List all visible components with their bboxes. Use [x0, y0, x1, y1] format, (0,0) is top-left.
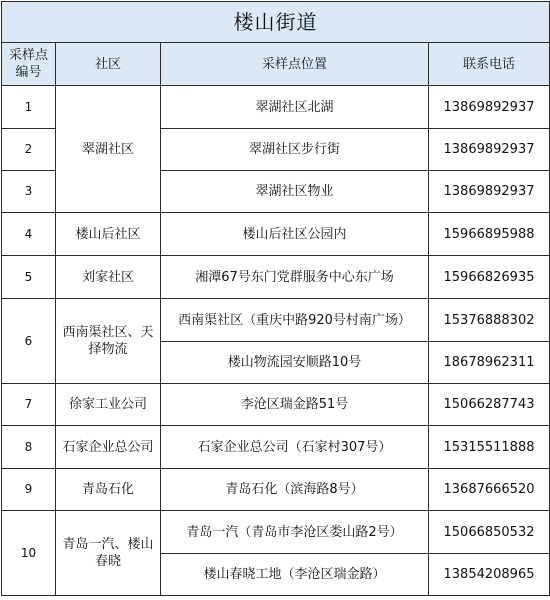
location-cell: 楼山物流园安顺路10号	[161, 342, 429, 384]
header-no: 采样点编号	[2, 43, 56, 86]
location-cell: 翠湖社区北湖	[161, 86, 429, 129]
header-location: 采样点位置	[161, 43, 429, 86]
phone-cell: 13687666520	[429, 469, 550, 511]
location-cell: 李沧区瑞金路51号	[161, 384, 429, 426]
location-cell: 青岛石化（滨海路8号）	[161, 469, 429, 511]
community-cell: 青岛石化	[56, 469, 161, 511]
table-title: 楼山街道	[2, 2, 550, 43]
row-number: 4	[2, 213, 56, 256]
phone-cell: 13869892937	[429, 86, 550, 129]
row-number: 9	[2, 469, 56, 511]
location-cell: 翠湖社区物业	[161, 171, 429, 213]
community-cell: 青岛一汽、楼山春晓	[56, 511, 161, 596]
location-cell: 翠湖社区步行街	[161, 129, 429, 171]
community-cell: 翠湖社区	[56, 86, 161, 213]
phone-cell: 13869892937	[429, 171, 550, 213]
phone-cell: 15376888302	[429, 299, 550, 342]
table-row	[2, 511, 550, 554]
location-cell: 西南渠社区（重庆中路920号村南广场）	[161, 299, 429, 342]
community-cell: 徐家工业公司	[56, 384, 161, 426]
location-cell: 楼山后社区公园内	[161, 213, 429, 256]
community-cell: 刘家社区	[56, 256, 161, 299]
community-cell: 石家企业总公司	[56, 426, 161, 469]
table-row	[2, 256, 550, 299]
table-row	[2, 299, 550, 342]
location-cell: 青岛一汽（青岛市李沧区娄山路2号）	[161, 511, 429, 554]
community-cell: 西南渠社区、天择物流	[56, 299, 161, 384]
row-number: 2	[2, 129, 56, 171]
table-row	[2, 213, 550, 256]
row-number: 3	[2, 171, 56, 213]
phone-cell: 15066850532	[429, 511, 550, 554]
phone-cell: 15315511888	[429, 426, 550, 469]
phone-cell: 15966826935	[429, 256, 550, 299]
phone-cell: 15966895988	[429, 213, 550, 256]
sampling-table-container	[1, 1, 549, 598]
location-cell: 楼山春晓工地（李沧区瑞金路）	[161, 554, 429, 596]
row-number: 5	[2, 256, 56, 299]
community-cell: 楼山后社区	[56, 213, 161, 256]
table-row	[2, 384, 550, 426]
location-cell: 石家企业总公司（石家村307号）	[161, 426, 429, 469]
location-cell: 湘潭67号东门党群服务中心东广场	[161, 256, 429, 299]
table-row	[2, 426, 550, 469]
phone-cell: 13854208965	[429, 554, 550, 596]
phone-cell: 18678962311	[429, 342, 550, 384]
row-number: 8	[2, 426, 56, 469]
header-row	[2, 43, 550, 86]
row-number: 1	[2, 86, 56, 129]
table-row	[2, 469, 550, 511]
row-number: 10	[2, 511, 56, 596]
header-community: 社区	[56, 43, 161, 86]
row-number: 7	[2, 384, 56, 426]
header-phone: 联系电话	[429, 43, 550, 86]
row-number: 6	[2, 299, 56, 384]
table-row	[2, 86, 550, 129]
phone-cell: 13869892937	[429, 129, 550, 171]
sampling-points-table	[1, 1, 550, 596]
phone-cell: 15066287743	[429, 384, 550, 426]
